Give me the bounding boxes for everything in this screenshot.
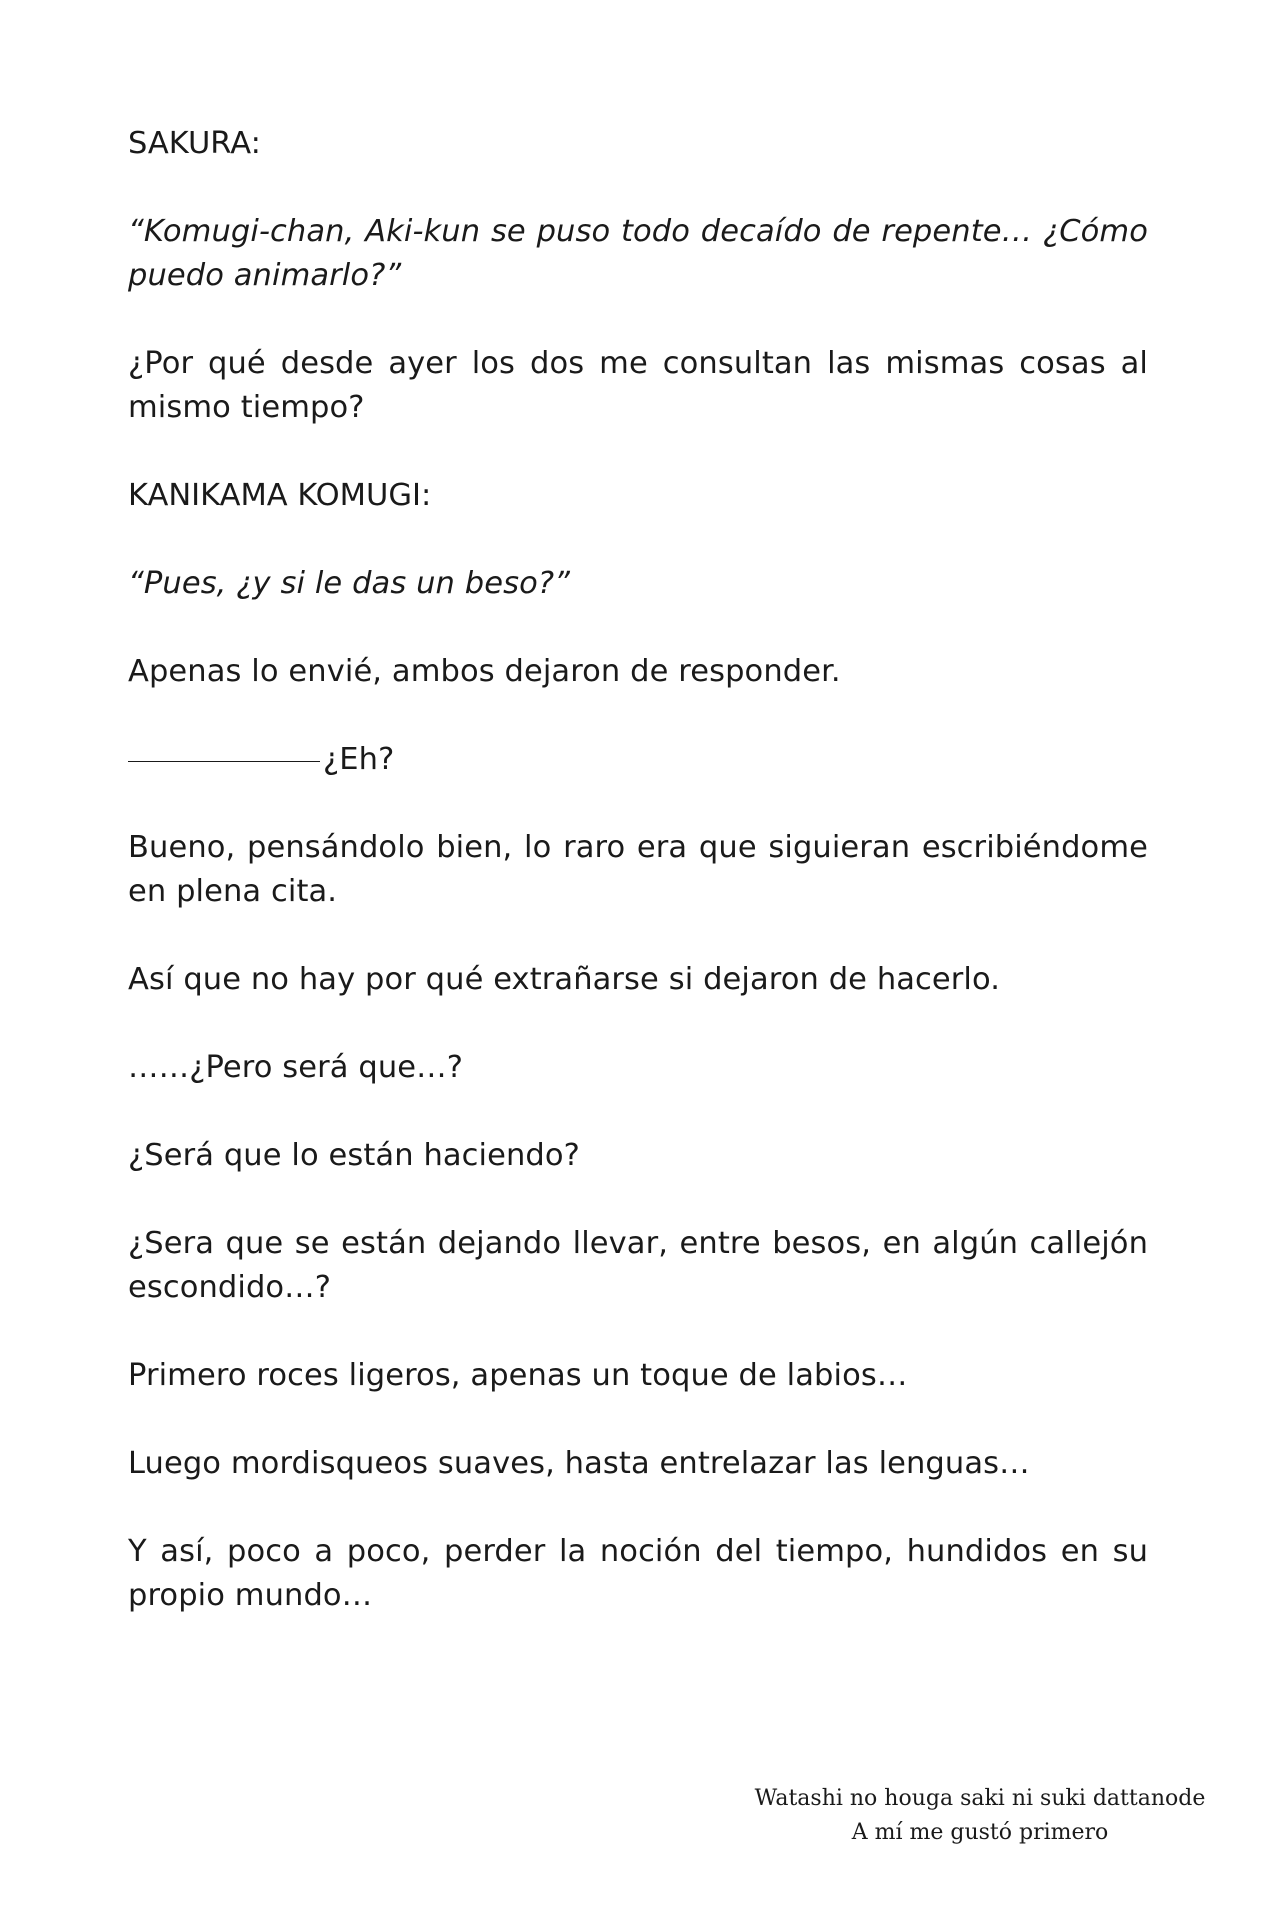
dash-paragraph-text: ¿Eh? — [323, 742, 395, 777]
page-footer — [740, 1782, 1220, 1850]
paragraph: ¿Por qué desde ayer los dos me consultan las mismas cosas al mismo tiempo? — [128, 346, 1148, 425]
paragraph: ……¿Pero será que…? — [128, 1050, 464, 1085]
speaker-komugi: KANIKAMA KOMUGI: — [128, 478, 432, 513]
paragraph: ¿Será que lo están haciendo? — [128, 1138, 580, 1173]
page-body — [128, 122, 1148, 1662]
paragraph: Primero roces ligeros, apenas un toque de labios… — [128, 1358, 908, 1393]
em-dash-line — [128, 761, 320, 762]
paragraph: Apenas lo envié, ambos dejaron de responder. — [128, 654, 841, 689]
speaker-sakura: SAKURA: — [128, 126, 261, 161]
dash-paragraph — [128, 738, 1148, 782]
paragraph: Así que no hay por qué extrañarse si dejaron de hacerlo. — [128, 962, 1001, 997]
paragraph: Luego mordisqueos suaves, hasta entrelazar las lenguas… — [128, 1446, 1030, 1481]
paragraph: Bueno, pensándolo bien, lo raro era que siguieran escribiéndome en plena cita. — [128, 830, 1148, 909]
paragraph: Y así, poco a poco, perder la noción del tiempo, hundidos en su propio mundo… — [128, 1534, 1148, 1613]
message-komugi: “Pues, ¿y si le das un beso?” — [128, 566, 571, 601]
paragraph: ¿Sera que se están dejando llevar, entre besos, en algún callejón escondido…? — [128, 1226, 1148, 1305]
footer-title-romaji: Watashi no houga saki ni suki dattanode — [754, 1786, 1206, 1811]
footer-title-spanish: A mí me gustó primero — [851, 1820, 1109, 1845]
message-sakura: “Komugi-chan, Aki-kun se puso todo decaído de repente… ¿Cómo puedo animarlo?” — [128, 214, 1148, 293]
